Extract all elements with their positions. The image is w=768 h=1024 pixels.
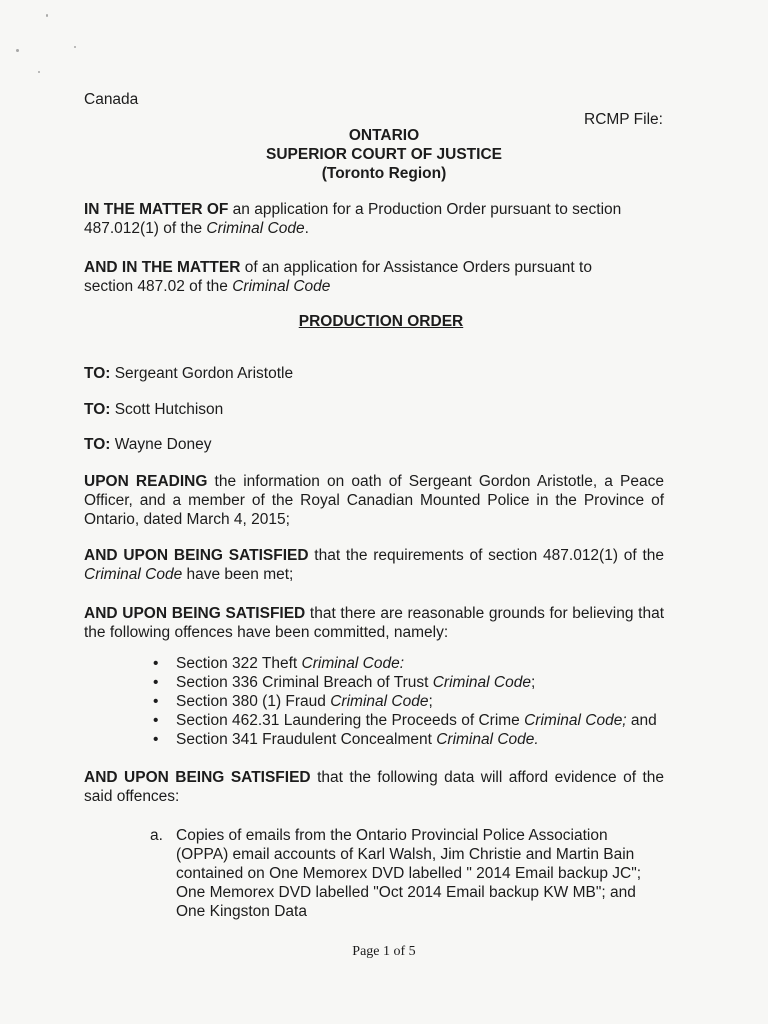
matter-text: an application for a Production Order pursuant to section 487.012(1) of the [84,201,622,237]
matter-italic: Criminal Code [206,220,305,237]
recipient-name: Scott Hutchison [110,401,224,418]
scan-speck [16,49,19,52]
recipient-line [84,364,293,383]
recipient-line [84,435,212,454]
offence-italic: Criminal Code; [524,712,627,729]
satisfied-paragraph-3 [84,768,664,806]
court-line-region: (Toronto Region) [321,165,447,182]
upon-reading-text: the information on oath of Sergeant Gordon Aristotle, a Peace Officer, and a member of the Royal Canadian Mounted Police in the Province of Ontario, dated March 4, 2015; [84,473,664,528]
satisfied-text: that there are reasonable grounds for believing that the following offences have been committed, namely: [84,605,664,641]
offence-text: Section 341 Fraudulent Concealment [176,731,437,748]
country-label: Canada [84,91,139,108]
court-heading [0,126,768,183]
scan-speck [74,46,76,48]
satisfied-text: that the requirements of section 487.012(1) of the [308,547,664,564]
offence-italic: Criminal Code [330,693,429,710]
recipient-line [84,400,223,419]
offence-italic: Criminal Code. [436,731,539,748]
upon-reading-paragraph [84,472,664,529]
scan-speck [46,14,48,17]
offence-list [150,654,657,749]
recipient-label: TO: [84,436,111,453]
recipient-name: Wayne Doney [110,436,212,453]
court-line-province: ONTARIO [348,127,420,144]
offence-end: and [626,712,657,729]
offence-text: Section 322 Theft [176,655,302,672]
offence-end: ; [428,693,433,710]
offence-item [150,654,657,673]
order-title: PRODUCTION ORDER [298,313,464,330]
matter-end: . [304,220,309,237]
matter-lead: AND IN THE MATTER [84,259,241,276]
rcmp-file-label: RCMP File: [584,111,663,128]
satisfied-lead: AND UPON BEING SATISFIED [84,605,306,622]
page-footer: Page 1 of 5 [352,944,416,959]
data-item [150,826,650,921]
satisfied-end: have been met; [182,566,294,583]
matter-paragraph-1 [84,200,644,238]
court-line-name: SUPERIOR COURT OF JUSTICE [266,146,502,163]
bullet-icon: • [153,655,159,672]
bullet-icon: • [153,693,159,710]
satisfied-lead: AND UPON BEING SATISFIED [84,769,311,786]
satisfied-paragraph-2 [84,604,664,642]
offence-italic: Criminal Code: [301,655,405,672]
recipient-label: TO: [84,401,111,418]
data-item-letter: a. [150,827,163,844]
matter-paragraph-2 [84,258,644,296]
upon-reading-lead: UPON READING [84,473,208,490]
recipient-label: TO: [84,365,111,382]
satisfied-italic: Criminal Code [84,566,183,583]
matter-text: of an application for Assistance Orders pursuant to section 487.02 of the [84,259,592,295]
offence-item [150,673,657,692]
matter-lead: IN THE MATTER OF [84,201,229,218]
bullet-icon: • [153,731,159,748]
satisfied-text: that the following data will afford evidence of the said offences: [84,769,664,805]
offence-italic: Criminal Code [432,674,531,691]
offence-item [150,711,657,730]
matter-italic: Criminal Code [232,278,331,295]
offence-end: ; [530,674,536,691]
bullet-icon: • [153,674,159,691]
scan-speck [38,71,40,73]
offence-text: Section 380 (1) Fraud [176,693,331,710]
satisfied-lead: AND UPON BEING SATISFIED [84,547,309,564]
offence-text: Section 462.31 Laundering the Proceeds of Crime [176,712,525,729]
offence-item [150,730,657,749]
recipient-name: Sergeant Gordon Aristotle [110,365,294,382]
satisfied-paragraph-1 [84,546,664,584]
data-item-text: Copies of emails from the Ontario Provincial Police Association (OPPA) email accounts of Karl Walsh, Jim Christie and Martin Bain contained on One Memorex DVD labelled " 2014 Email backup JC"; One Memorex DVD labelled "Oct 2014 Email backup KW MB"; and One Kingston Data [176,827,642,920]
bullet-icon: • [153,712,159,729]
offence-item [150,692,657,711]
offence-text: Section 336 Criminal Breach of Trust [176,674,433,691]
